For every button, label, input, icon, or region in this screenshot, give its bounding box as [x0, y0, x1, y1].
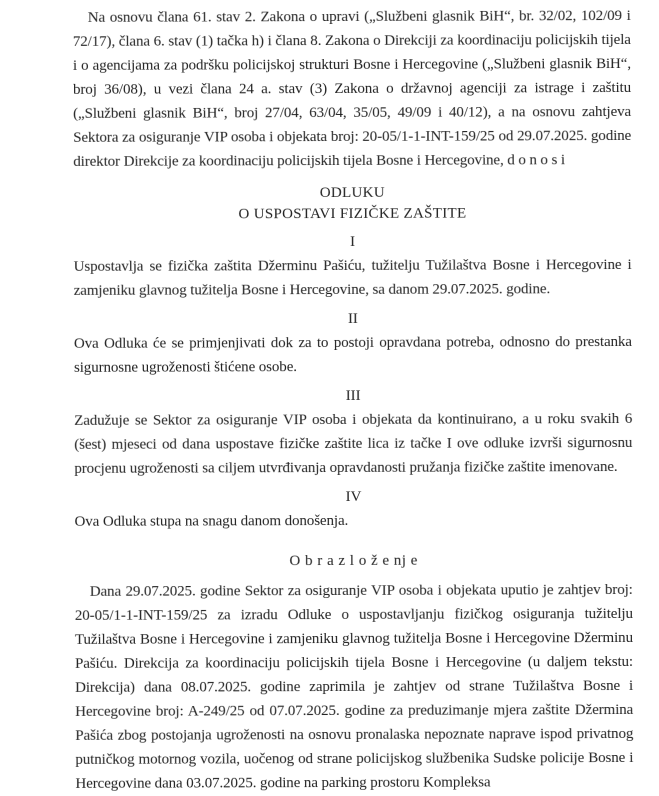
- rationale-text: Dana 29.07.2025. godine Sektor za osiguranje VIP osoba i objekata uputio je zahtjev broj: 20-05/1-1-INT-159/25 za izradu Odluke o uspostavljanju fizičkog osiguranja tužitelju Tužilaštva Bosne i Hercegovine i zamjeniku glavnog tužitelja Bosne i Hercegovine Džerminu Pašiću. Direkcija za koordinaciju policijskih tijela Bosne i Hercegovine (u daljem tekstu: Direkcija) dana 08.07.2025. godine zaprimila je zahtjev od strane Tužilaštva Bosne i Hercegovine broj: A-249/25 od 07.07.2025. godine za preduzimanje mjera zaštite Džermina Pašića zbog postojanja ugroženosti na osnovu pronalaska nepoznate naprave ispod privatnog putničkog motornog vozila, uočenog od strane policijskog službenika Sudske policije Bosne i Hercegovine dana 03.07.2025. godine na parking prostoru Kompleksa: [74, 581, 634, 792]
- section-1-text: Uspostavlja se fizička zaštita Džerminu Pašiću, tužitelju Tužilaštva Bosne i Hercegovine i zamjeniku glavnog tužitelja Bosne i Hercegovine, sa danom 29.07.2025. godine.: [73, 256, 632, 299]
- section-3: [74, 383, 632, 481]
- legal-preamble: Na osnovu člana 61. stav 2. Zakona o upravi („Službeni glasnik BiH“, br. 32/02, 102/09 i 72/17), člana 6. stav (1) tačka h) i člana 8. Zakona o Direkciji za koordinaciju policijskih tijela i o agencijama za podršku policijskoj strukturi Bosne i Hercegovine („Službeni glasnik BiH“, broj 36/08), u vezi člana 24 a. stav (3) Zakona o državnoj agenciji za istrage i zaštitu („Službeni glasnik BiH“, broj 27/04, 63/04, 35/05, 49/09 i 40/12), a na osnovu zahtjeva Sektora za osiguranje VIP osoba i objekata broj: 20-05/1-1-INT-159/25 od 29.07.2025. godine direktor Direkcije za koordinaciju policijskih tijela Bosne i Hercegovine, d o n o s i: [72, 7, 632, 170]
- section-3-numeral: III: [345, 387, 361, 404]
- section-4: [74, 484, 632, 534]
- section-4-text: Ova Odluka stupa na snagu danom donošenja.: [74, 512, 349, 530]
- section-2-numeral: II: [347, 310, 358, 327]
- decision-title: ODLUKU: [319, 184, 385, 202]
- section-4-numeral: IV: [345, 488, 362, 505]
- section-1: [74, 229, 632, 303]
- rationale-heading: O b r a z l o ž e nj e: [289, 552, 418, 570]
- section-1-numeral: I: [350, 233, 356, 250]
- section-2-text: Ova Odluka će se primjenjivati dok za to postoji opravdana potreba, odnosno do prestanka sigurnosne ugroženosti štićene osobe.: [73, 333, 632, 376]
- decision-title-block: [73, 182, 631, 226]
- section-3-text: Zadužuje se Sektor za osiguranje VIP osoba i objekata da kontinuirano, a u roku svakih 6 (šest) mjeseci od dana uspostave fizičke zaštite lica iz tačke I ove odluke izvrši sigurnosnu procjenu ugroženosti sa ciljem utvrđivanja opravdanosti pružanja fizičke zaštite imenovane.: [74, 410, 633, 477]
- section-2: [74, 306, 632, 380]
- decision-subtitle: O USPOSTAVI FIZIČKE ZAŠTITE: [238, 205, 467, 223]
